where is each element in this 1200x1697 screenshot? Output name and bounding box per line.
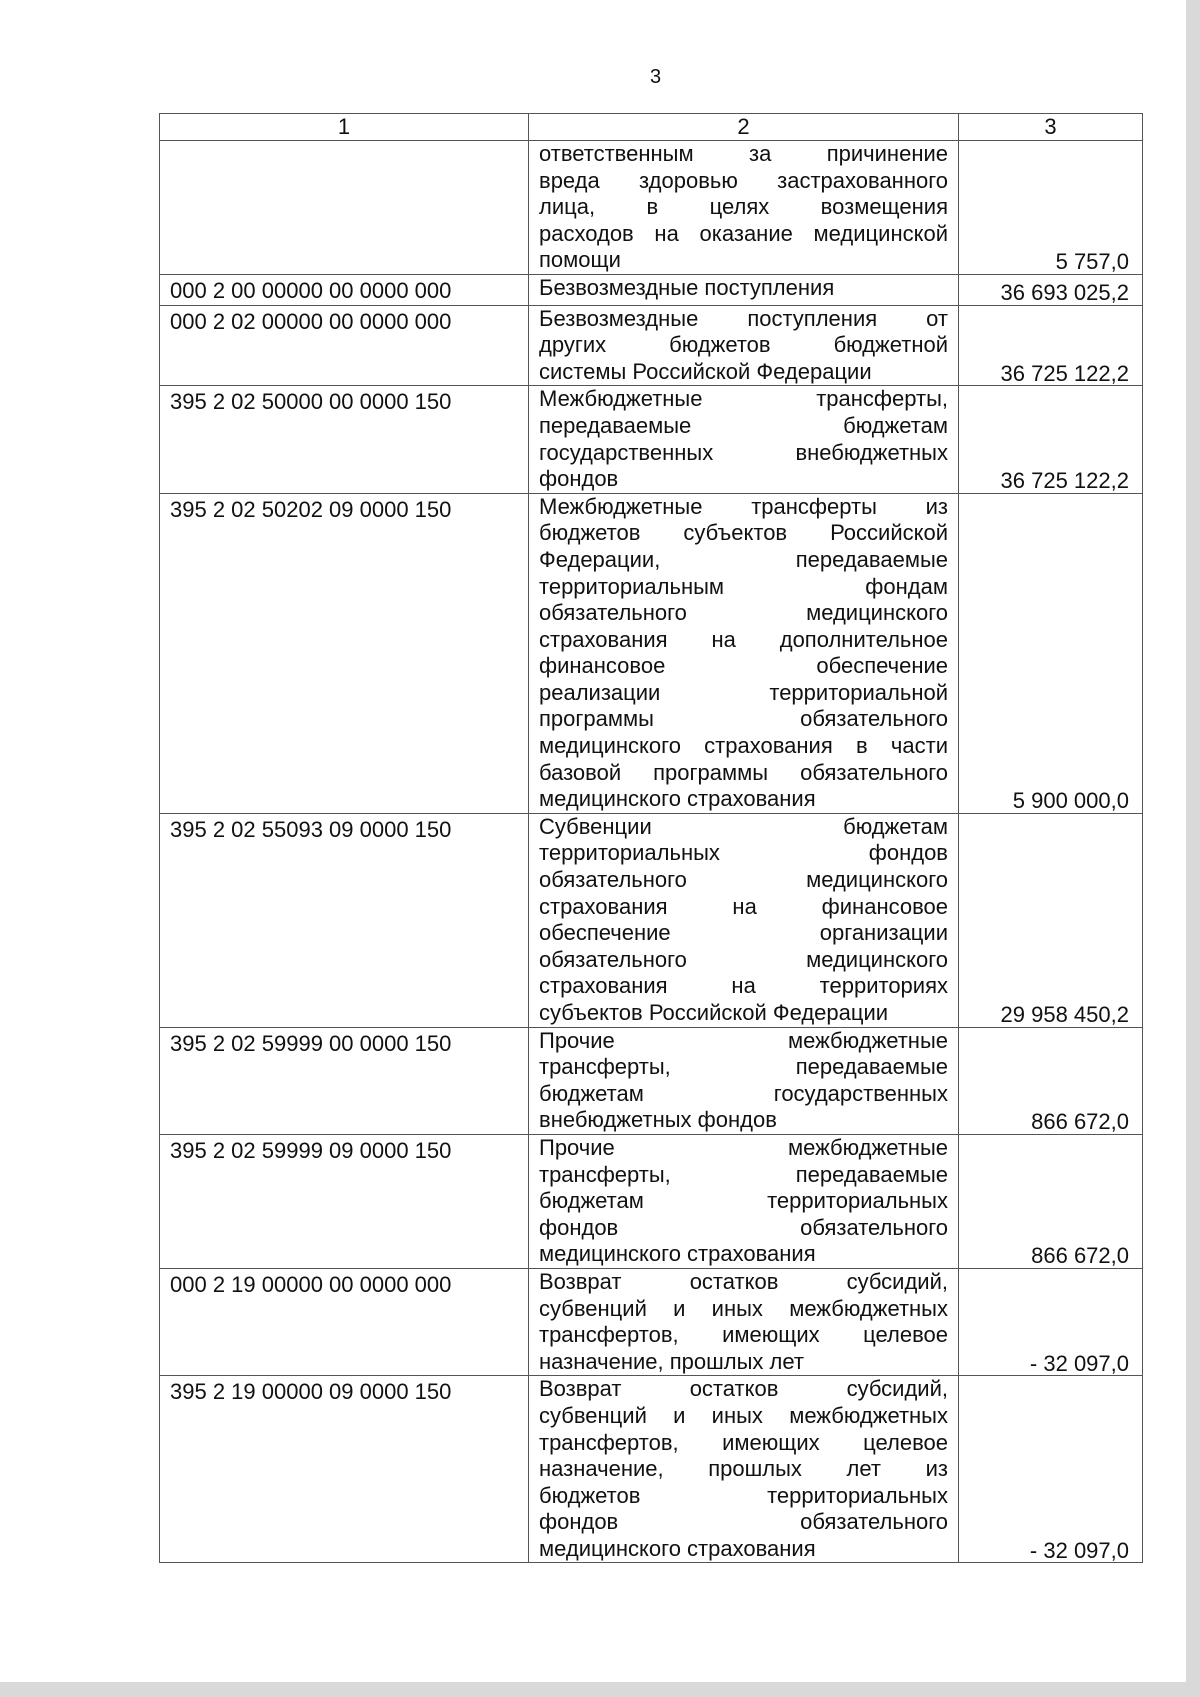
revenue-name-line: Субвенции бюджетам [539, 813, 948, 839]
budget-code-cell: 395 2 02 50202 09 0000 150 [160, 493, 529, 813]
page-bottom-shadow [0, 1682, 1200, 1697]
page-number: 3 [649, 66, 662, 88]
revenue-name-line: медицинского страхования в части [539, 733, 948, 759]
table-row [160, 141, 1143, 275]
revenue-name-line: лица, в целях возмещения [539, 194, 948, 220]
revenue-name-line: фондов обязательного [539, 1214, 948, 1240]
budget-code-cell [160, 141, 529, 275]
revenue-name-line: медицинского страхования [539, 1241, 816, 1267]
revenue-name-line: субвенций и иных межбюджетных [539, 1295, 948, 1321]
amount-value: 36 693 025,2 [1000, 279, 1129, 305]
table-row [160, 1376, 1143, 1563]
table-row [160, 1027, 1143, 1134]
revenue-name-line: обязательного медицинского [539, 946, 948, 972]
revenue-name-line: реализации территориальной [539, 679, 948, 705]
page-right-shadow [1186, 0, 1200, 1697]
revenue-name-line: обязательного медицинского [539, 867, 948, 893]
revenue-name-line: трансферты, передаваемые [539, 1161, 948, 1187]
revenue-name-line: внебюджетных фондов [539, 1107, 777, 1133]
revenue-name-line: обязательного медицинского [539, 600, 948, 626]
amount-value: 5 900 000,0 [1012, 788, 1129, 814]
revenue-name-cell [529, 274, 959, 305]
table-row [160, 493, 1143, 813]
revenue-name-line: бюджетов территориальных [539, 1482, 948, 1508]
revenue-name-cell [529, 1134, 959, 1268]
revenue-name-line: трансфертов, имеющих целевое [539, 1429, 948, 1455]
budget-revenue-table [159, 113, 1143, 1563]
revenue-name-line: обеспечение организации [539, 920, 948, 946]
amount-cell [959, 141, 1143, 275]
revenue-name-cell [529, 493, 959, 813]
amount-value: - 32 097,0 [1029, 1350, 1129, 1376]
header-col-2: 2 [529, 114, 959, 141]
revenue-name-line: назначение, прошлых лет [539, 1348, 804, 1374]
revenue-name-line: передаваемые бюджетам [539, 412, 948, 438]
budget-code-cell: 395 2 02 50000 00 0000 150 [160, 386, 529, 493]
revenue-name-line: Безвозмездные поступления от [539, 305, 948, 331]
revenue-name-line: системы Российской Федерации [539, 358, 872, 384]
revenue-name-line: Межбюджетные трансферты, [539, 386, 948, 412]
budget-code-cell: 395 2 19 00000 09 0000 150 [160, 1376, 529, 1563]
amount-cell [959, 386, 1143, 493]
revenue-name-line: территориальных фондов [539, 840, 948, 866]
revenue-name-line: медицинского страхования [539, 786, 816, 812]
amount-value: 866 672,0 [1031, 1243, 1129, 1269]
revenue-name-line: субъектов Российской Федерации [539, 1000, 889, 1025]
revenue-name-line: программы обязательного [539, 706, 948, 732]
revenue-name-cell [529, 386, 959, 493]
amount-cell [959, 305, 1143, 386]
amount-cell [959, 274, 1143, 305]
amount-cell [959, 493, 1143, 813]
revenue-name-line: Межбюджетные трансферты из [539, 493, 948, 519]
amount-value: 36 725 122,2 [1000, 360, 1129, 386]
revenue-name-cell [529, 813, 959, 1027]
table-header-row [160, 114, 1143, 141]
revenue-name-line: финансовое обеспечение [539, 653, 948, 679]
revenue-name-line: фондов обязательного [539, 1509, 948, 1535]
amount-cell [959, 1027, 1143, 1134]
budget-code-cell: 000 2 19 00000 00 0000 000 [160, 1268, 529, 1375]
revenue-name-line: вреда здоровью застрахованного [539, 167, 948, 193]
amount-value: 29 958 450,2 [1000, 1002, 1129, 1027]
amount-cell [959, 1268, 1143, 1375]
budget-code-cell: 395 2 02 59999 09 0000 150 [160, 1134, 529, 1268]
header-col-3: 3 [959, 114, 1143, 141]
budget-code-cell: 395 2 02 55093 09 0000 150 [160, 813, 529, 1027]
table-row [160, 386, 1143, 493]
revenue-name-line: фондов [539, 466, 619, 492]
revenue-name-line: базовой программы обязательного [539, 759, 948, 785]
revenue-name-cell [529, 305, 959, 386]
revenue-name-line: помощи [539, 247, 621, 273]
revenue-name-line: страхования на финансовое [539, 893, 948, 919]
revenue-name-line: субвенций и иных межбюджетных [539, 1402, 948, 1428]
revenue-name-line: бюджетам территориальных [539, 1188, 948, 1214]
revenue-name-line: Федерации, передаваемые [539, 546, 948, 572]
revenue-name-line: территориальным фондам [539, 573, 948, 599]
revenue-name-line: ответственным за причинение [539, 141, 948, 166]
revenue-name-line: Возврат остатков субсидий, [539, 1268, 948, 1294]
amount-value: 5 757,0 [1055, 249, 1129, 275]
revenue-name-line: бюджетов субъектов Российской [539, 520, 948, 546]
table-row [160, 305, 1143, 386]
revenue-name-line: трансферты, передаваемые [539, 1054, 948, 1080]
budget-code-cell: 395 2 02 59999 00 0000 150 [160, 1027, 529, 1134]
revenue-name-line: других бюджетов бюджетной [539, 332, 948, 358]
revenue-name-line: расходов на оказание медицинской [539, 220, 948, 246]
amount-cell [959, 813, 1143, 1027]
revenue-name-line: государственных внебюджетных [539, 439, 948, 465]
revenue-name-cell [529, 1268, 959, 1375]
revenue-name-line: страхования на территориях [539, 973, 948, 999]
revenue-name-line: медицинского страхования [539, 1535, 816, 1561]
amount-cell [959, 1134, 1143, 1268]
revenue-name-line: бюджетам государственных [539, 1080, 948, 1106]
revenue-name-line: Прочие межбюджетные [539, 1134, 948, 1160]
revenue-name-cell [529, 1376, 959, 1563]
header-col-1: 1 [160, 114, 529, 141]
revenue-name-line: назначение, прошлых лет из [539, 1456, 948, 1482]
table-row [160, 813, 1143, 1027]
revenue-name-cell [529, 141, 959, 275]
revenue-name-line: Безвозмездные поступления [539, 274, 835, 300]
revenue-name-line: трансфертов, имеющих целевое [539, 1322, 948, 1348]
revenue-name-line: Возврат остатков субсидий, [539, 1376, 948, 1402]
budget-code-cell: 000 2 02 00000 00 0000 000 [160, 305, 529, 386]
budget-code-cell: 000 2 00 00000 00 0000 000 [160, 274, 529, 305]
table-row [160, 1134, 1143, 1268]
table-body [160, 114, 1143, 1563]
amount-value: 36 725 122,2 [1000, 468, 1129, 494]
revenue-name-cell [529, 1027, 959, 1134]
revenue-name-line: Прочие межбюджетные [539, 1027, 948, 1053]
amount-cell [959, 1376, 1143, 1563]
table-row [160, 274, 1143, 305]
amount-value: - 32 097,0 [1029, 1537, 1129, 1563]
revenue-name-line: страхования на дополнительное [539, 626, 948, 652]
table-row [160, 1268, 1143, 1375]
amount-value: 866 672,0 [1031, 1109, 1129, 1135]
